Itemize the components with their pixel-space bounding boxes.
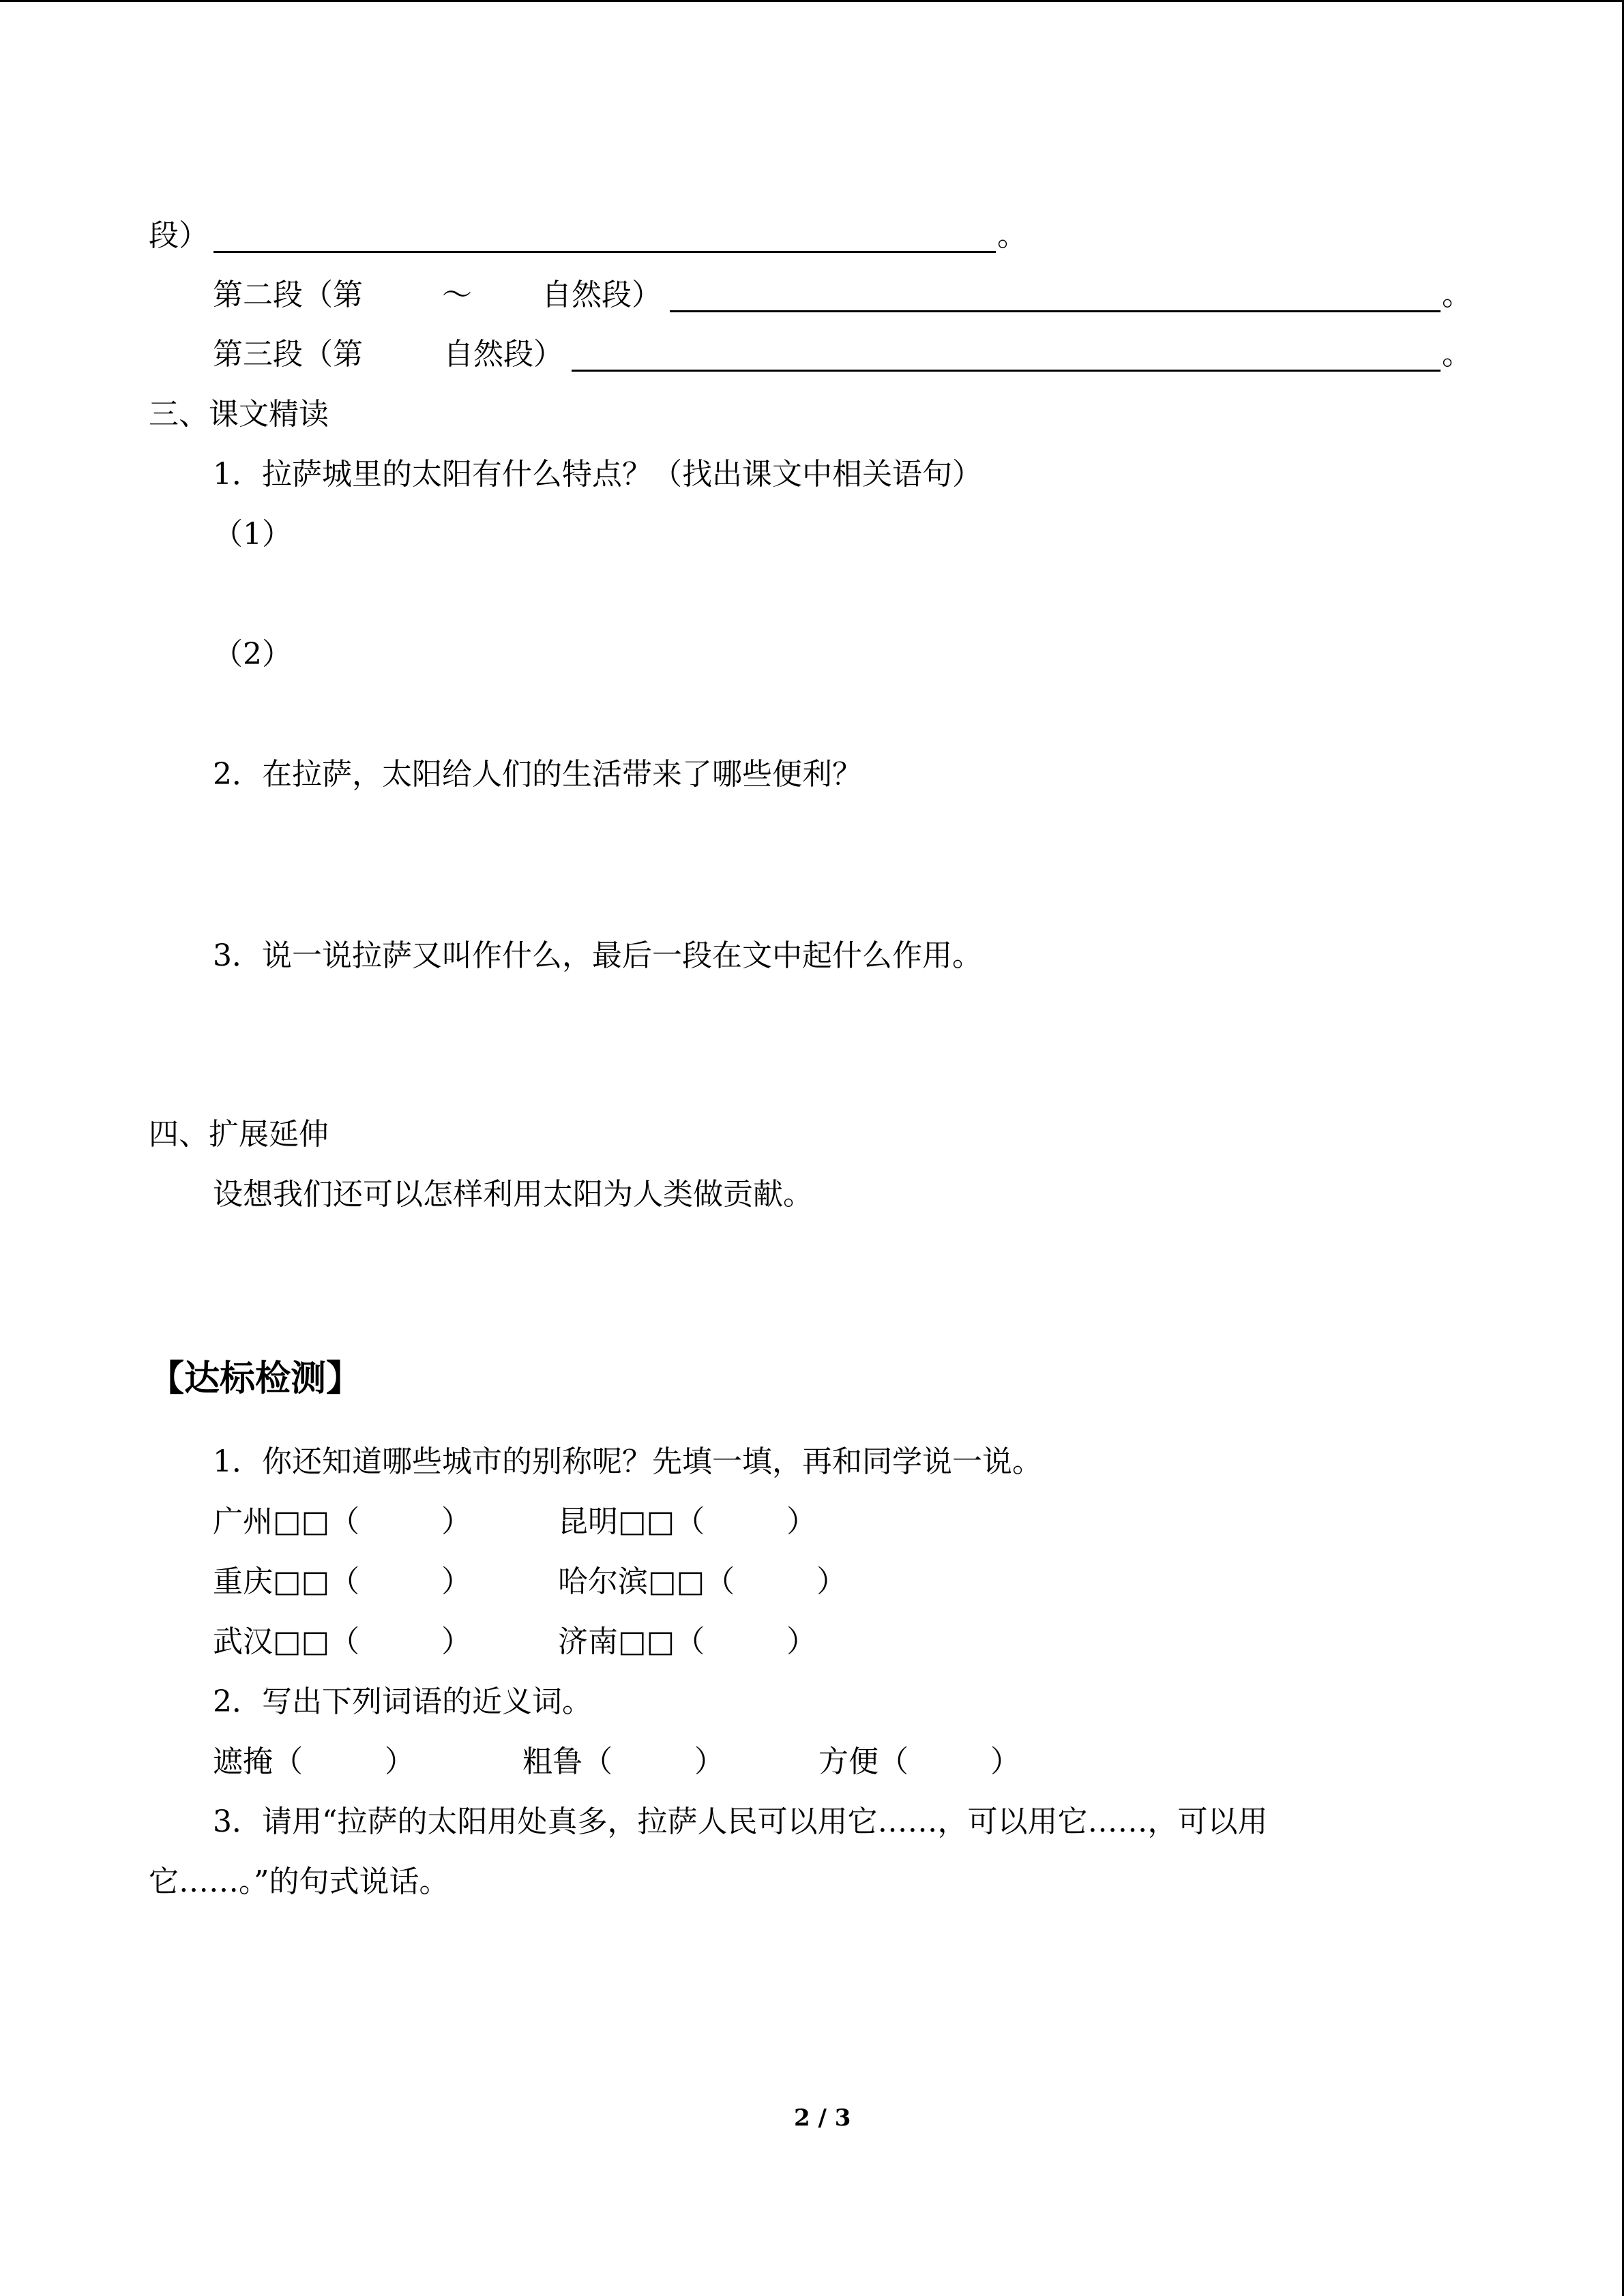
section4-prompt: 设想我们还可以怎样利用太阳为人类做贡献。 <box>213 1177 813 1212</box>
section3-title: 三、课文精读 <box>149 397 329 432</box>
city-item: 广州□□（ ） <box>213 1504 472 1539</box>
page-border-top <box>0 0 1624 2</box>
section3-q1: 1．拉萨城里的太阳有什么特点？（找出课文中相关语句） <box>213 457 982 492</box>
test-q3-line1: 3．请用“拉萨的太阳用处真多，拉萨人民可以用它……，可以用它……，可以用 <box>213 1804 1268 1839</box>
outline-third-label-a: 第三段（第 <box>213 337 363 372</box>
section3-q1-a: （1） <box>213 517 292 552</box>
city-item: 哈尔滨□□（ ） <box>558 1564 847 1599</box>
outline-first-tail: 段） <box>149 218 209 253</box>
answer-line-first <box>213 251 996 253</box>
outline-second-tilde: ～ <box>442 278 472 312</box>
test-q2: 2．写出下列词语的近义词。 <box>213 1684 592 1719</box>
outline-third-end: 。 <box>1442 337 1472 372</box>
outline-first-end: 。 <box>997 218 1027 253</box>
test-q3-line2: 它……。”的句式说话。 <box>149 1864 449 1899</box>
outline-third-label-b: 自然段） <box>443 337 563 372</box>
section3-q2: 2．在拉萨，太阳给人们的生活带来了哪些便利？ <box>213 757 862 792</box>
test-q1: 1．你还知道哪些城市的别称呢？先填一填，再和同学说一说。 <box>213 1444 1042 1479</box>
city-item: 昆明□□（ ） <box>558 1504 817 1539</box>
test-heading: 【达标检测】 <box>149 1358 362 1399</box>
answer-line-second <box>670 310 1441 312</box>
outline-second-end: 。 <box>1442 278 1472 312</box>
city-item: 武汉□□（ ） <box>213 1624 472 1659</box>
outline-second-label-b: 自然段） <box>542 278 662 312</box>
synonym-item: 遮掩（ ） <box>213 1744 415 1779</box>
section3-q1-b: （2） <box>213 637 292 672</box>
city-item: 济南□□（ ） <box>558 1624 817 1659</box>
synonym-item: 粗鲁（ ） <box>522 1744 724 1779</box>
city-item: 重庆□□（ ） <box>213 1564 472 1599</box>
answer-line-third <box>572 370 1441 372</box>
section4-title: 四、扩展延伸 <box>149 1117 329 1152</box>
synonym-item: 方便（ ） <box>818 1744 1020 1779</box>
section3-q3: 3．说一说拉萨又叫作什么，最后一段在文中起什么作用。 <box>213 938 982 973</box>
outline-second-label-a: 第二段（第 <box>213 278 363 312</box>
page-number: 2 / 3 <box>794 2104 851 2132</box>
